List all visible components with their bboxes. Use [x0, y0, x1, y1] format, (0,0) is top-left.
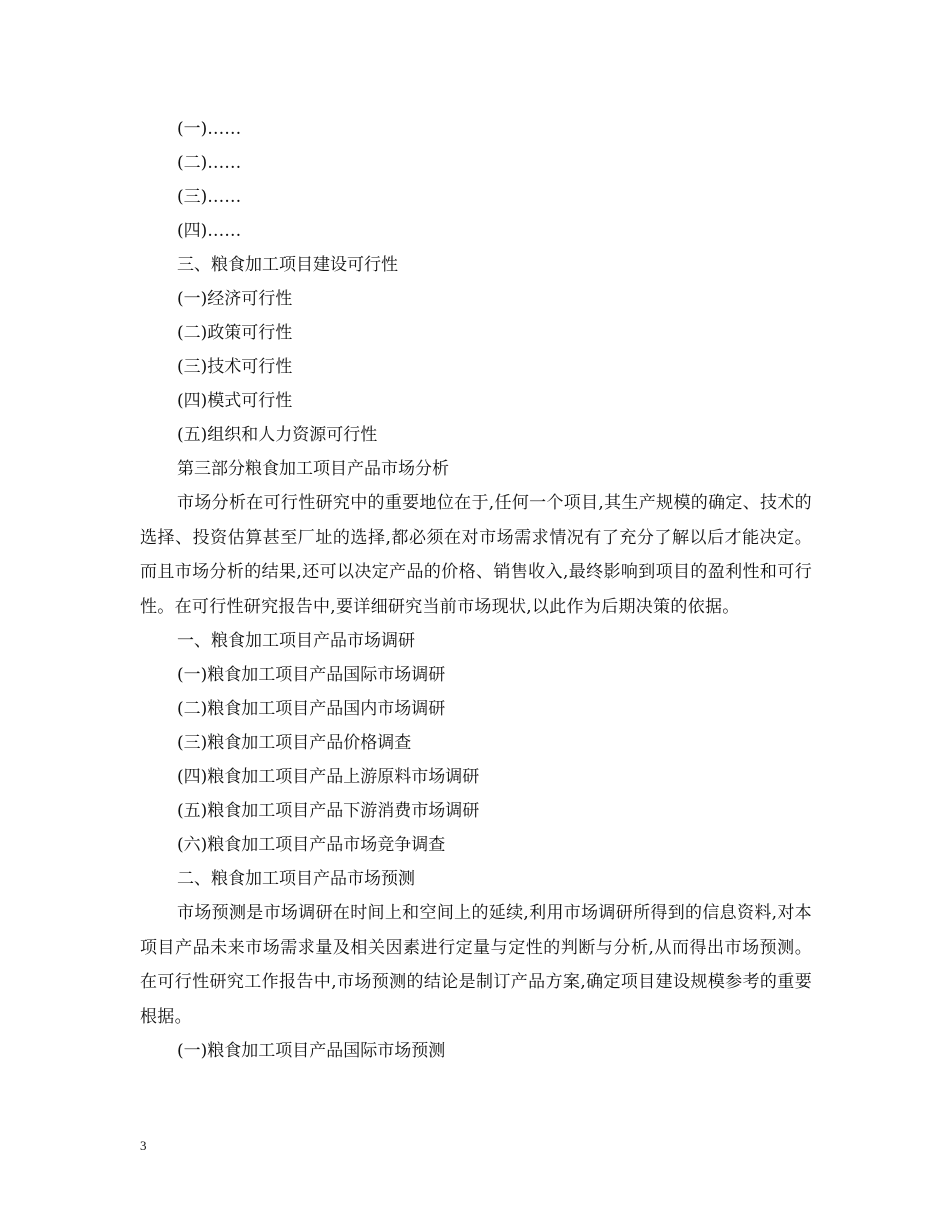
outline-item: (四)粮食加工项目产品上游原料市场调研	[177, 767, 480, 787]
outline-item: (一)粮食加工项目产品国际市场预测	[177, 1041, 446, 1061]
outline-item: (一)……	[177, 119, 242, 139]
outline-item: (一)粮食加工项目产品国际市场调研	[177, 665, 446, 685]
body-paragraph: 市场预测是市场调研在时间上和空间上的延续,利用市场调研所得到的信息资料,对本项目产品未来市场需求量及相关因素进行定量与定性的判断与分析,从而得出市场预测。在可行性研究工作报告中,市场预测的结论是制订产品方案,确定项目建设规模参考的重要根据。	[140, 903, 812, 1027]
outline-item: (四)……	[177, 221, 242, 241]
outline-item: (二)政策可行性	[177, 323, 293, 343]
outline-item: (三)……	[177, 187, 242, 207]
section-heading: 三、粮食加工项目建设可行性	[177, 255, 398, 275]
outline-item: (二)粮食加工项目产品国内市场调研	[177, 699, 446, 719]
outline-item: (三)粮食加工项目产品价格调查	[177, 733, 412, 753]
body-paragraph: 市场分析在可行性研究中的重要地位在于,任何一个项目,其生产规模的确定、技术的选择、投资估算甚至厂址的选择,都必须在对市场需求情况有了充分了解以后才能决定。而且市场分析的结果,还可以决定产品的价格、销售收入,最终影响到项目的盈利性和可行性。在可行性研究报告中,要详细研究当前市场现状,以此作为后期决策的依据。	[140, 493, 812, 617]
outline-item: (五)组织和人力资源可行性	[177, 425, 378, 445]
outline-item: (二)……	[177, 153, 242, 173]
outline-item: (一)经济可行性	[177, 289, 293, 309]
outline-item: (四)模式可行性	[177, 391, 293, 411]
outline-item: (三)技术可行性	[177, 357, 293, 377]
outline-item: (五)粮食加工项目产品下游消费市场调研	[177, 801, 480, 821]
section-heading: 一、粮食加工项目产品市场调研	[177, 631, 415, 651]
page-number: 3	[140, 1138, 147, 1153]
outline-item: (六)粮食加工项目产品市场竞争调查	[177, 835, 446, 855]
part-heading: 第三部分粮食加工项目产品市场分析	[177, 459, 449, 479]
section-heading: 二、粮食加工项目产品市场预测	[177, 869, 415, 889]
page-content	[140, 112, 812, 1068]
